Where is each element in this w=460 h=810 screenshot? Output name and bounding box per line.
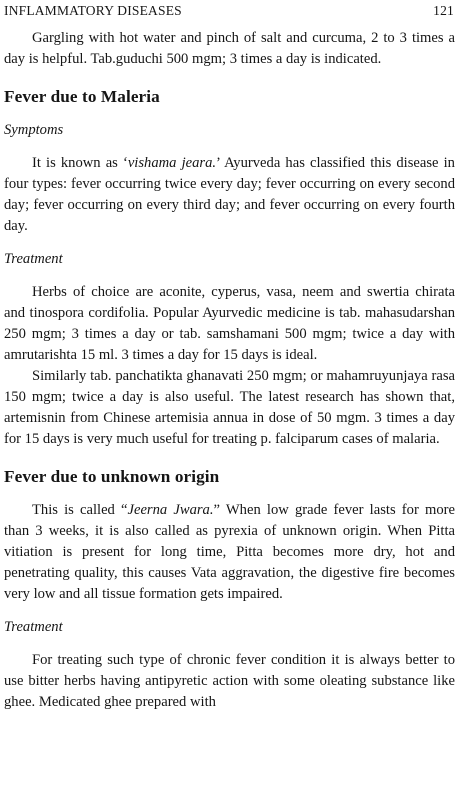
running-header	[4, 2, 454, 20]
unknown-origin-paragraph	[4, 500, 455, 605]
symptoms-text-before: It is known as ‘	[32, 155, 128, 171]
unknown-text-before: This is called “	[32, 502, 128, 518]
treatment-paragraph-chronic: For treating such type of chronic fever condition it is always better to use bitter herbs having antipyretic action with some oleating substance like ghee. Medicated ghee prepared with	[4, 652, 455, 710]
treatment-paragraph-1: Herbs of choice are aconite, cyperus, vasa, neem and swertia chirata and tinospora cordifolia. Popular Ayurvedic medicine is tab. mahasudarshan 250 mgm; 3 times a day or tab. samshamani 500 mgm; twice a day with amrutarishta 15 ml. 3 times a day for 15 days is ideal.	[4, 284, 455, 363]
section-heading-unknown-origin: Fever due to unknown origin	[4, 467, 220, 486]
subheading-treatment-malaria: Treatment	[4, 251, 63, 267]
unknown-text-after: ” When low grade fever lasts for more than 3 weeks, it is also called as pyrexia of unknown origin. When Pitta vitiation is present for long time, Pitta becomes more dry, hot and penetrating quality, this causes Vata aggravation, the digestive fire becomes very low and all tissue formation gets impaired.	[4, 502, 455, 602]
unknown-term: Jeerna Jwara.	[127, 502, 214, 518]
intro-paragraph: Gargling with hot water and pinch of salt and curcuma, 2 to 3 times a day is helpful. Tab.guduchi 500 mgm; 3 times a day is indicated.	[4, 30, 455, 67]
section-heading-malaria: Fever due to Maleria	[4, 87, 160, 106]
symptoms-term: vishama jeara.	[127, 155, 217, 171]
page-body	[4, 28, 455, 713]
subheading-symptoms: Symptoms	[4, 122, 64, 138]
subheading-treatment-unknown: Treatment	[4, 619, 63, 635]
page-number: 121	[433, 3, 454, 18]
running-title: INFLAMMATORY DISEASES	[4, 3, 182, 18]
treatment-paragraph-2: Similarly tab. panchatikta ghanavati 250 mgm; or mahamruyunjaya rasa 150 mgm; twice a day is also useful. The latest research has shown that, artemisnin from Chinese artemisia annua in dose of 50 mgm. 3 times a day for 15 days is very much useful for treating p. falciparum cases of malaria.	[4, 368, 455, 447]
symptoms-text-after: ’ Ayurveda has classified this disease in four types: fever occurring twice every day; fever occurring on every second day; fever occurring on every third day; and fever occurring on every fourth day.	[4, 155, 455, 234]
symptoms-paragraph	[4, 153, 455, 237]
